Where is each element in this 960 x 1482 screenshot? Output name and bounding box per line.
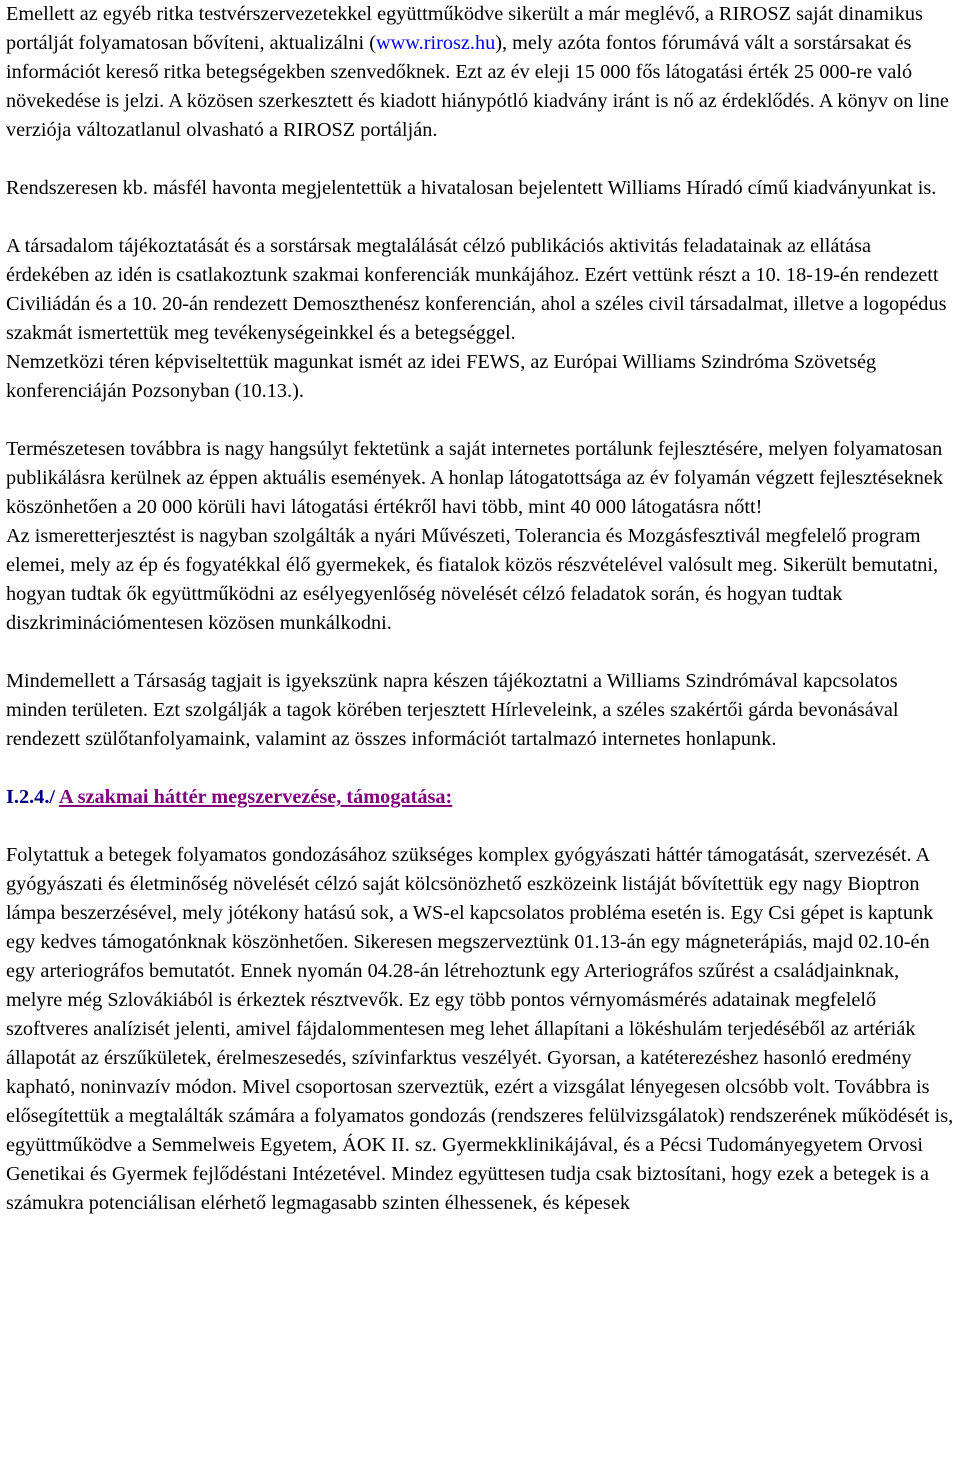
paragraph-website: Természetesen továbbra is nagy hangsúlyt fektetünk a saját internetes portálunk fejlesztésére, melyen folyamatosan publikálásra kerülnek az éppen aktuális események. A honlap látogatottsága az év folyamán végzett fejlesztéseknek köszönhetően a 20 000 körüli havi látogatási értékről havi több, mint 40 000 látogatásra nőtt! (6, 438, 944, 518)
paragraph-international: Nemzetközi téren képviseltettük magunkat ismét az idei FEWS, az Európai Williams Szindróma Szövetség konferenciáján Pozsonyban (10.13.). (6, 351, 877, 402)
section-heading-title: A szakmai háttér megszervezése, támogatása: (58, 786, 453, 808)
document-page (6, 0, 956, 1218)
rirosz-link[interactable]: www.rirosz.hu (376, 32, 496, 54)
paragraph-newsletter: Rendszeresen kb. másfél havonta megjelentettük a hivatalosan bejelentett Williams Híradó című kiadványunkat is. (6, 177, 937, 199)
paragraph-spacer (6, 406, 956, 435)
paragraph-spacer (6, 638, 956, 667)
paragraph-portal (6, 0, 956, 145)
paragraph-spacer (6, 812, 956, 841)
section-heading (6, 783, 956, 812)
paragraph-spacer (6, 754, 956, 783)
paragraph-spacer (6, 203, 956, 232)
paragraph-spacer (6, 145, 956, 174)
section-heading-number: I.2.4./ (6, 786, 56, 808)
paragraph-medical-support: Folytattuk a betegek folyamatos gondozásához szükséges komplex gyógyászati háttér támogatását, szervezését. A gyógyászati és életminőség növelését célzó saját kölcsönözhető eszközeink listáját bővítettük egy nagy Bioptron lámpa beszerzésével, mely jótékony hatású sok, a WS-el kapcsolatos probléma esetén is. Egy Csi gépet is kaptunk egy kedves támogatónknak köszönhetően. Sikeresen megszerveztünk 01.13-án egy mágneterápiás, majd 02.10-én egy arteriográfos bemutatót. Ennek nyomán 04.28-án létrehoztunk egy Arteriográfos szűrést a családjainknak, melyre még Szlovákiából is érkeztek résztvevők. Ez egy több pontos vérnyomásmérés adatainak megfelelő szoftveres analízisét jelenti, amivel fájdalommentesen meg lehet állapítani a lökéshulám terjedéséből az artériák állapotát az érszűkületek, érelmeszesedés, szívinfarktus veszélyét. Gyorsan, a katéterezéshez hasonló eredmény kapható, noninvazív módon. Mivel csoportosan szerveztük, ezért a vizsgálat lényegesen olcsóbb volt. Továbbra is elősegítettük a megtalálták számára a folyamatos gondozás (rendszeres felülvizsgálatok) rendszerének működését is, együttműködve a Semmelweis Egyetem, ÁOK II. sz. Gyermekklinikájával, és a Pécsi Tudományegyetem Orvosi Genetikai és Gyermek fejlődéstani Intézetével. Mindez együttesen tudja csak biztosítani, hogy ezek a betegek is a számukra potenciálisan elérhető legmagasabb szinten élhessenek, és képesek (6, 844, 954, 1214)
paragraph-festival: Az ismeretterjesztést is nagyban szolgálták a nyári Művészeti, Tolerancia és Mozgásfesztivál megfelelő program elemei, mely az ép és fogyatékkal élő gyermekek, és fiatalok közös részvételével valósult meg. Sikerült bemutatni, hogyan tudtak ők együttműködni az esélyegyenlőség növelését célzó feladatok során, és hogyan tudtak diszkriminációmentesen közösen munkálkodni. (6, 525, 939, 634)
paragraph-conferences: A társadalom tájékoztatását és a sorstársak megtalálását célzó publikációs aktivitás feladatainak az ellátása érdekében az idén is csatlakoztunk szakmai konferenciák munkájához. Ezért vettünk részt a 10. 18-19-én rendezett Civiliádán és a 10. 20-án rendezett Demoszthenész konferencián, ahol a széles civil társadalmat, illetve a logopédus szakmát ismertettük meg tevékenységeinkkel és a betegséggel. (6, 235, 947, 344)
paragraph-members-info: Mindemellett a Társaság tagjait is igyekszünk napra készen tájékoztatni a Williams Szindrómával kapcsolatos minden területen. Ezt szolgálják a tagok körében terjesztett Hírleveleink, a széles szakértői gárda bevonásával rendezett szülőtanfolyamaink, valamint az összes információt tartalmazó internetes honlapunk. (6, 670, 899, 750)
paragraph-portal-text-1: Emellett az egyéb ritka testvérszervezetekkel együttműködve sikerült a már meglévő, a RIROSZ saját dinamikus portálját folyamatosan bővíteni, aktualizálni ( (6, 3, 923, 54)
paragraph-portal-text-2: ), mely azóta fontos fórumává vált a sorstársakat és információt kereső ritka betegségekben szenvedőknek. Ezt az év eleji 15 000 fős látogatási érték 25 000-re való növekedése is jelzi. A közösen szerkesztett és kiadott hiánypótló kiadvány iránt is nő az érdeklődés. A könyv on line verziója változatlanul olvasható a RIROSZ portálján. (6, 32, 949, 141)
